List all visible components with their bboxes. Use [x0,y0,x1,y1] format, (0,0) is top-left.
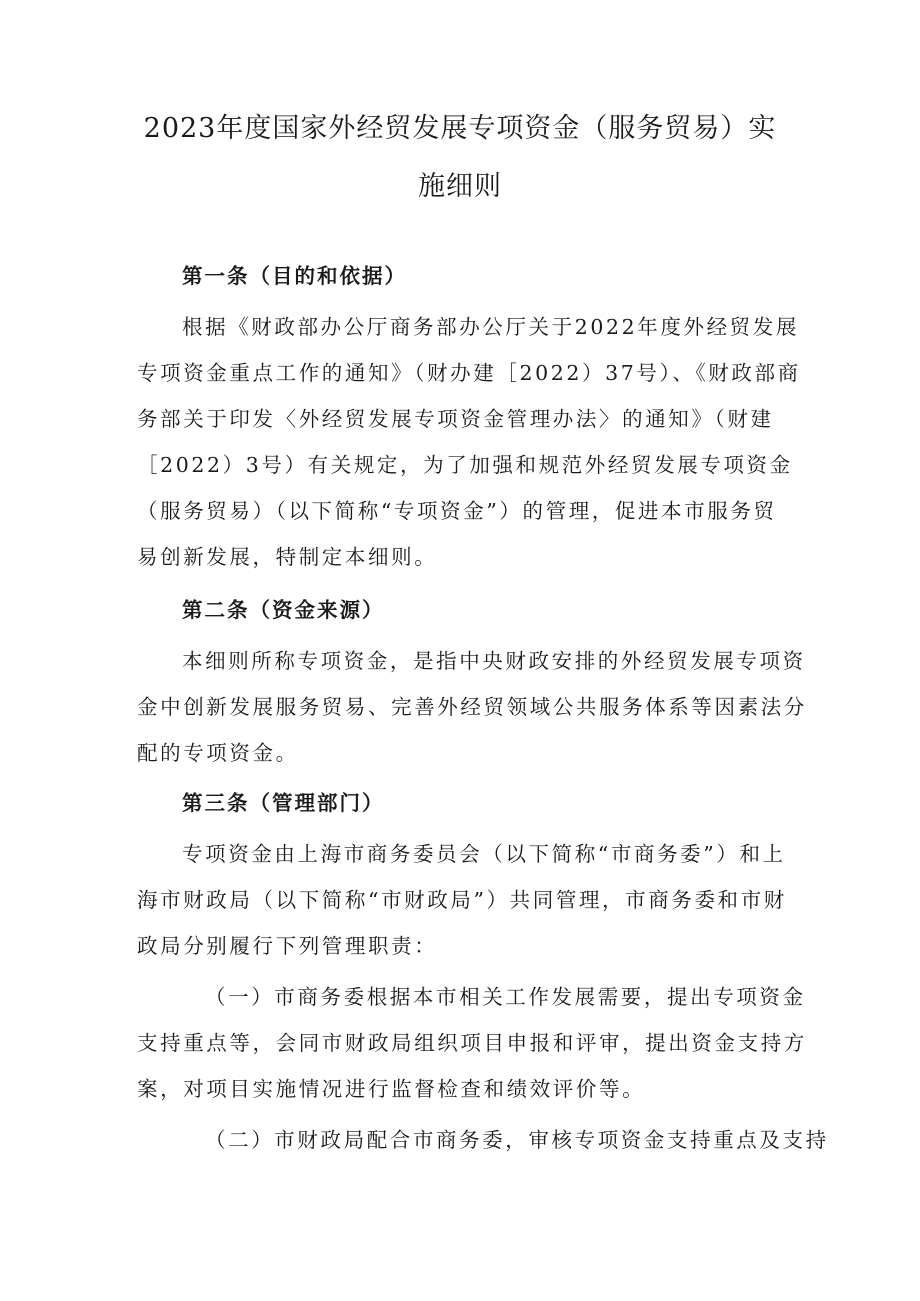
article-3-item-1-line: 支持重点等，会同市财政局组织项目申报和评审，提出资金支持方 [137,1031,807,1055]
article-1-line: 根据《财政部办公厅商务部办公厅关于2022年度外经贸发展 [182,315,799,339]
article-2-line: 本细则所称专项资金，是指中央财政安排的外经贸发展专项资 [182,649,806,673]
article-3-heading: 第三条（管理部门） [182,791,385,815]
article-3-item-1-line: 案，对项目实施情况进行监督检查和绩效评价等。 [137,1077,646,1101]
article-3-item-1-line: （一）市商务委根据本市相关工作发展需要，提出专项资金 [205,985,806,1009]
document-title [120,100,800,216]
article-1-line: ［2022）3号）有关规定，为了加强和规范外经贸发展专项资金 [137,453,793,477]
article-1-line: 专项资金重点工作的通知》（财办建［2022）37号）、《财政部商 [137,361,801,385]
article-1-heading: 第一条（目的和依据） [182,264,407,288]
article-3-line: 专项资金由上海市商务委员会（以下简称“市商务委”）和上 [182,842,786,866]
article-3-item-2-line: （二）市财政局配合市商务委，审核专项资金支持重点及支持 [205,1128,829,1152]
article-2-heading: 第二条（资金来源） [182,598,385,622]
article-3-line: 海市财政局（以下简称“市财政局”）共同管理，市商务委和市财 [137,888,787,912]
article-2-line: 金中创新发展服务贸易、完善外经贸领域公共服务体系等因素法分 [137,695,807,719]
article-1-line: 务部关于印发〈外经贸发展专项资金管理办法〉的通知》（财建 [137,407,774,431]
article-1-line: 易创新发展，特制定本细则。 [137,545,438,569]
article-1-line: （服务贸易）（以下简称“专项资金”）的管理，促进本市服务贸 [137,499,777,523]
title-line-2: 施细则 [418,171,502,202]
title-line-1: 2023年度国家外经贸发展专项资金（服务贸易）实 [143,113,777,144]
article-3-line: 政局分别履行下列管理职责： [137,934,438,958]
article-2-line: 配的专项资金。 [137,741,299,765]
